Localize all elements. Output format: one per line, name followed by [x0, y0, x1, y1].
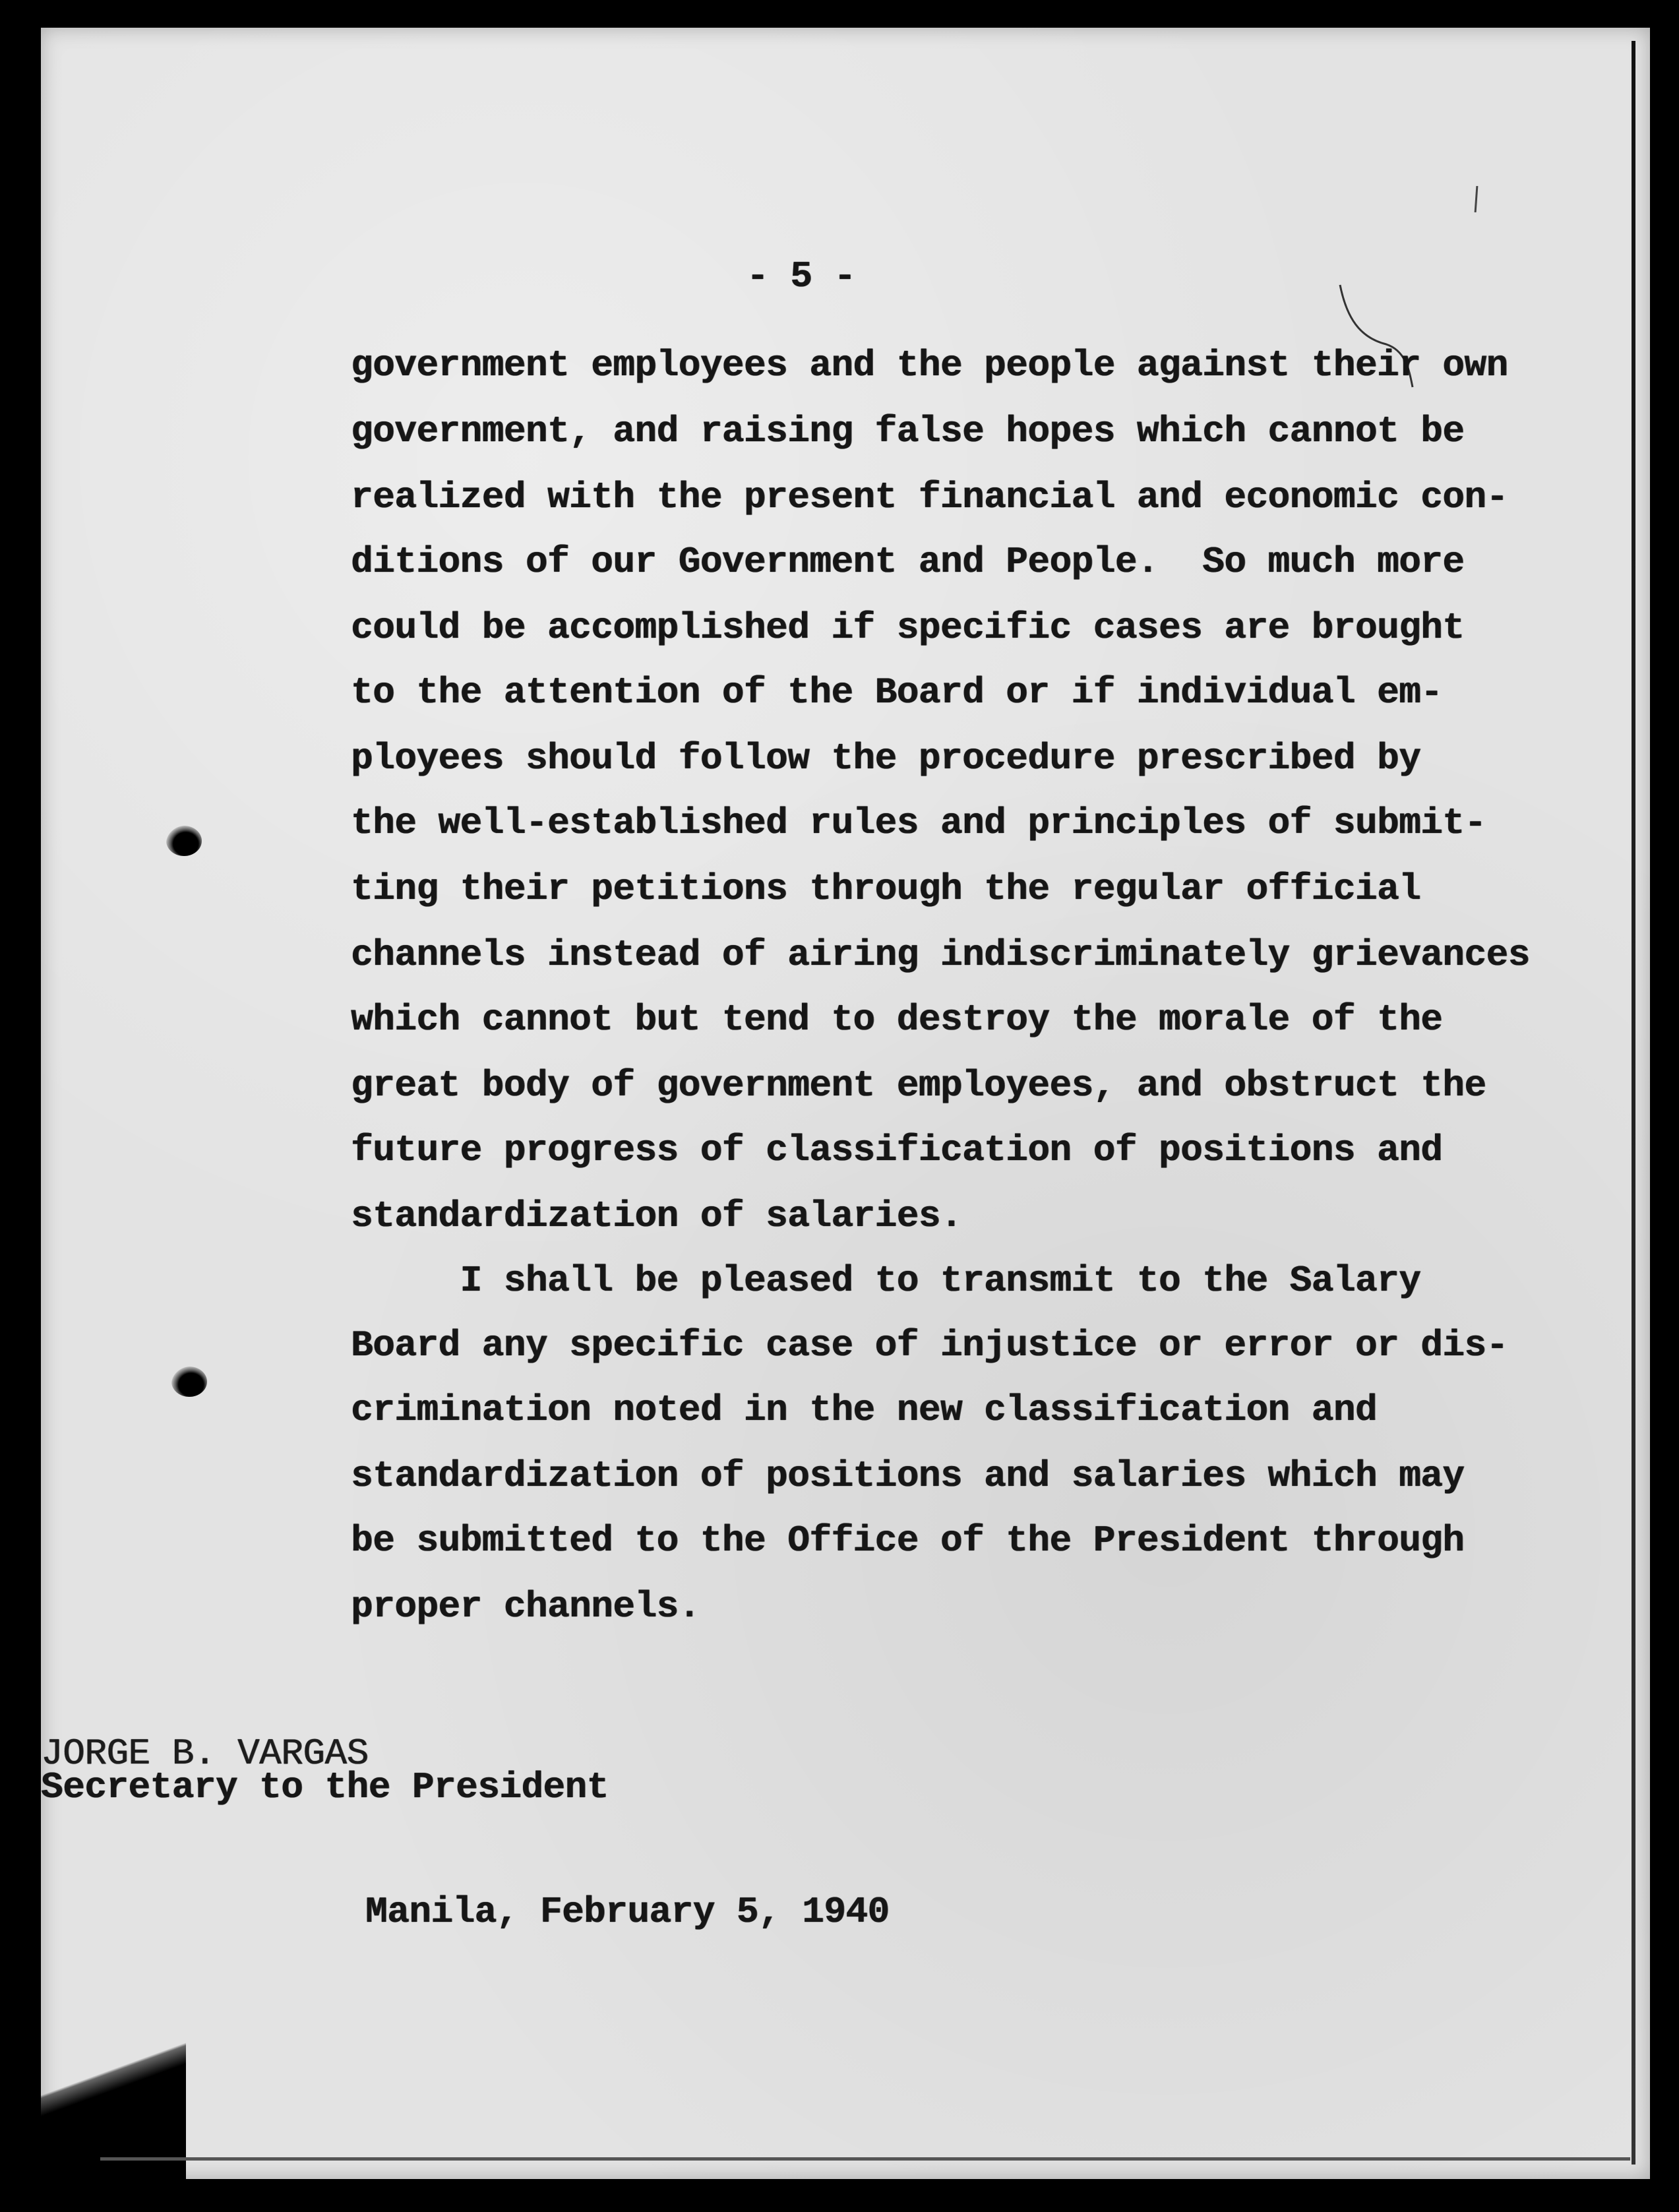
body-line: government, and raising false hopes which cannot be: [351, 410, 1465, 452]
body-line: great body of government employees, and obstruct the: [351, 1064, 1486, 1107]
punch-hole-icon: [166, 826, 202, 856]
body-line: which cannot but tend to destroy the morale of the: [351, 998, 1443, 1041]
body-line: to the attention of the Board or if individual em-: [351, 671, 1443, 714]
body-line: could be accomplished if specific cases are brought: [351, 607, 1465, 649]
pencil-tick-icon: [1475, 186, 1479, 212]
signatory-title: Secretary to the President: [41, 1766, 609, 1808]
body-line: crimination noted in the new classification and: [351, 1389, 1377, 1431]
body-line: standardization of positions and salaries which may: [351, 1455, 1465, 1497]
body-line: future progress of classification of positions and: [351, 1129, 1443, 1171]
body-line: I shall be pleased to transmit to the Salary: [351, 1260, 1421, 1302]
place-and-date: Manila, February 5, 1940: [365, 1891, 890, 1933]
body-line: channels instead of airing indiscriminately grievances: [351, 934, 1530, 976]
torn-corner: [41, 1928, 186, 2179]
body-line: be submitted to the Office of the President through: [351, 1520, 1465, 1562]
page-edge-bottom: [100, 2157, 1630, 2161]
punch-hole-icon: [171, 1367, 207, 1397]
signatory-name: JORGE B. VARGAS: [41, 1733, 369, 1775]
page-edge-right: [1632, 41, 1635, 2165]
body-line: standardization of salaries.: [351, 1195, 962, 1237]
body-line: ditions of our Government and People. So much more: [351, 541, 1465, 583]
page-number: - 5 -: [747, 255, 856, 297]
body-line: realized with the present financial and economic con-: [351, 476, 1508, 518]
body-line: ployees should follow the procedure prescribed by: [351, 737, 1421, 780]
body-line: the well-established rules and principles of submit-: [351, 802, 1486, 844]
body-line: ting their petitions through the regular official: [351, 868, 1421, 910]
document-page: [41, 28, 1650, 2179]
body-line: government employees and the people against their own: [351, 344, 1508, 386]
body-line: proper channels.: [351, 1585, 700, 1628]
body-line: Board any specific case of injustice or error or dis-: [351, 1324, 1508, 1367]
